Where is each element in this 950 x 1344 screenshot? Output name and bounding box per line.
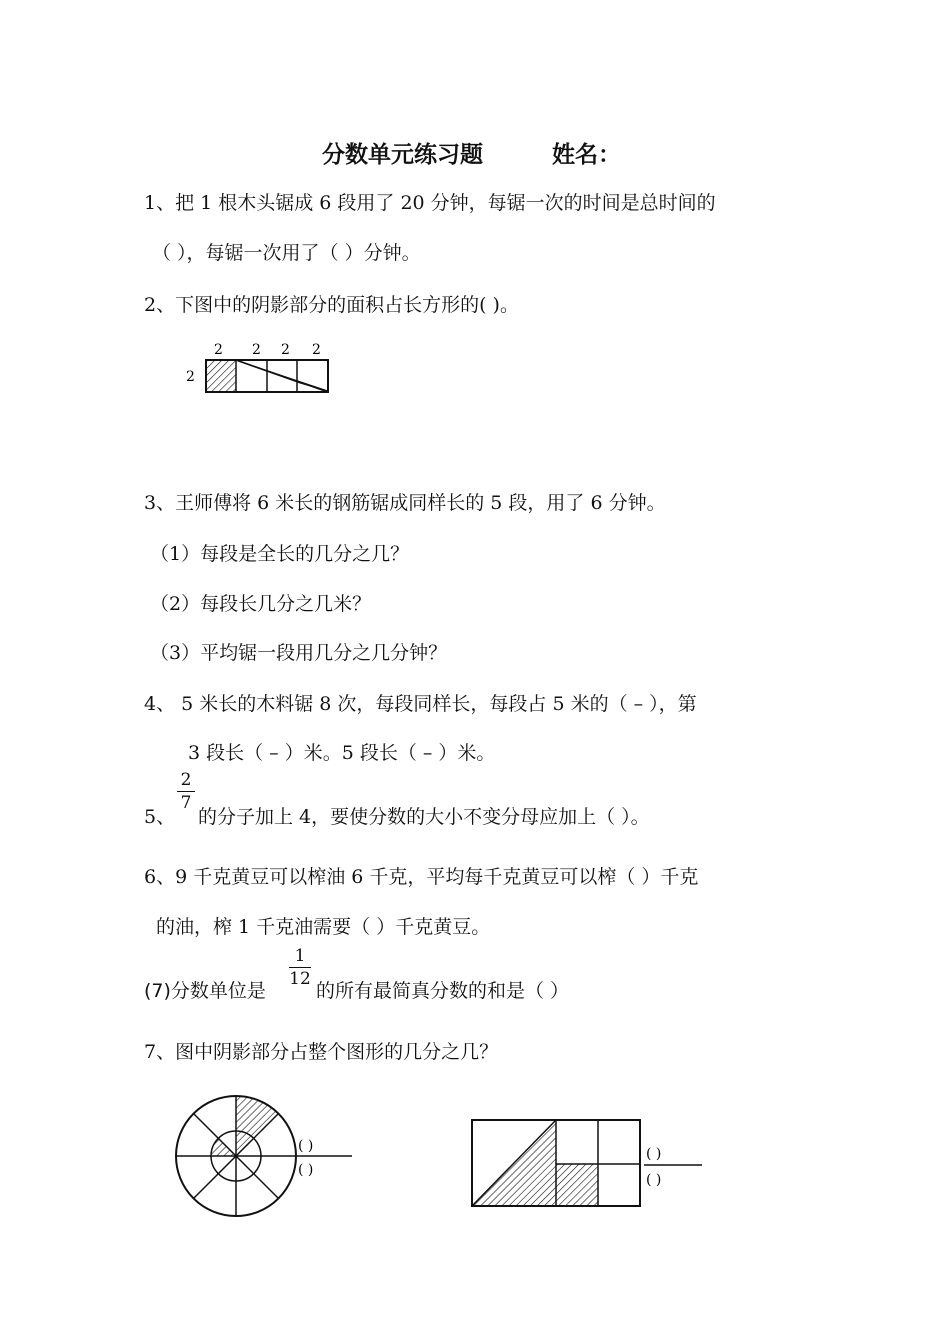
q6-line1: 6、9 千克黄豆可以榨油 6 千克，平均每千克黄豆可以榨（ ）千克 <box>144 866 699 888</box>
q2-top-label-4: 2 <box>312 342 321 358</box>
page-title: 分数单元练习题 <box>322 142 483 168</box>
q7a-text: 的所有最简真分数的和是（ ） <box>316 980 570 1002</box>
q7-circle-answer-bottom: ( ) <box>298 1162 314 1178</box>
q4-line1: 4、 5 米长的木料锯 8 次，每段同样长，每段占 5 米的（ – ），第 <box>144 693 697 715</box>
q2-top-label-1: 2 <box>214 342 223 358</box>
q7a-prefix: (7)分数单位是 <box>144 980 266 1002</box>
q2-rectangle-figure <box>180 338 340 398</box>
name-label: 姓名： <box>552 142 621 168</box>
q5-fraction-bar <box>177 791 195 792</box>
q7a-fraction-denominator: 12 <box>289 969 311 989</box>
q1-line1: 1、把 1 根木头锯成 6 段用了 20 分钟，每锯一次的时间是总时间的 <box>144 192 716 214</box>
q7-circle-answer-top: ( ) <box>298 1138 314 1154</box>
q2-top-label-2: 2 <box>252 342 261 358</box>
q3-text: 3、王师傅将 6 米长的钢筋锯成同样长的 5 段，用了 6 分钟。 <box>144 492 666 514</box>
q1-line2: （ ），每锯一次用了（ ）分钟。 <box>152 242 421 264</box>
q7-rect-answer-bottom: ( ) <box>646 1172 662 1188</box>
q7a-fraction <box>287 946 313 989</box>
q7-circle-figure <box>170 1082 370 1242</box>
q2-side-label: 2 <box>186 369 195 385</box>
q5-fraction-numerator: 2 <box>180 770 192 790</box>
q2-text: 2、下图中的阴影部分的面积占长方形的( )。 <box>144 294 519 316</box>
q2-top-label-3: 2 <box>281 342 290 358</box>
q3-sub2: （2）每段长几分之几米？ <box>150 593 372 615</box>
q7a-fraction-numerator: 1 <box>294 946 306 966</box>
q7-rect-answer-top: ( ) <box>646 1146 662 1162</box>
q5-fraction-denominator: 7 <box>180 793 192 813</box>
q4-line2: 3 段长（ – ）米。5 段长（ – ）米。 <box>188 742 496 764</box>
q5-fraction <box>175 770 197 813</box>
q5-text: 的分子加上 4，要使分数的大小不变分母应加上（ ）。 <box>198 806 650 828</box>
q7a-fraction-bar <box>289 967 311 968</box>
q7-rectangle-figure <box>466 1114 726 1224</box>
q6-line2: 的油，榨 1 千克油需要（ ）千克黄豆。 <box>156 916 491 938</box>
q5-prefix: 5、 <box>144 806 176 828</box>
q7-text: 7、图中阴影部分占整个图形的几分之几？ <box>144 1041 499 1063</box>
q3-sub3: （3）平均锯一段用几分之几分钟？ <box>150 642 448 664</box>
q3-sub1: （1）每段是全长的几分之几？ <box>150 543 410 565</box>
